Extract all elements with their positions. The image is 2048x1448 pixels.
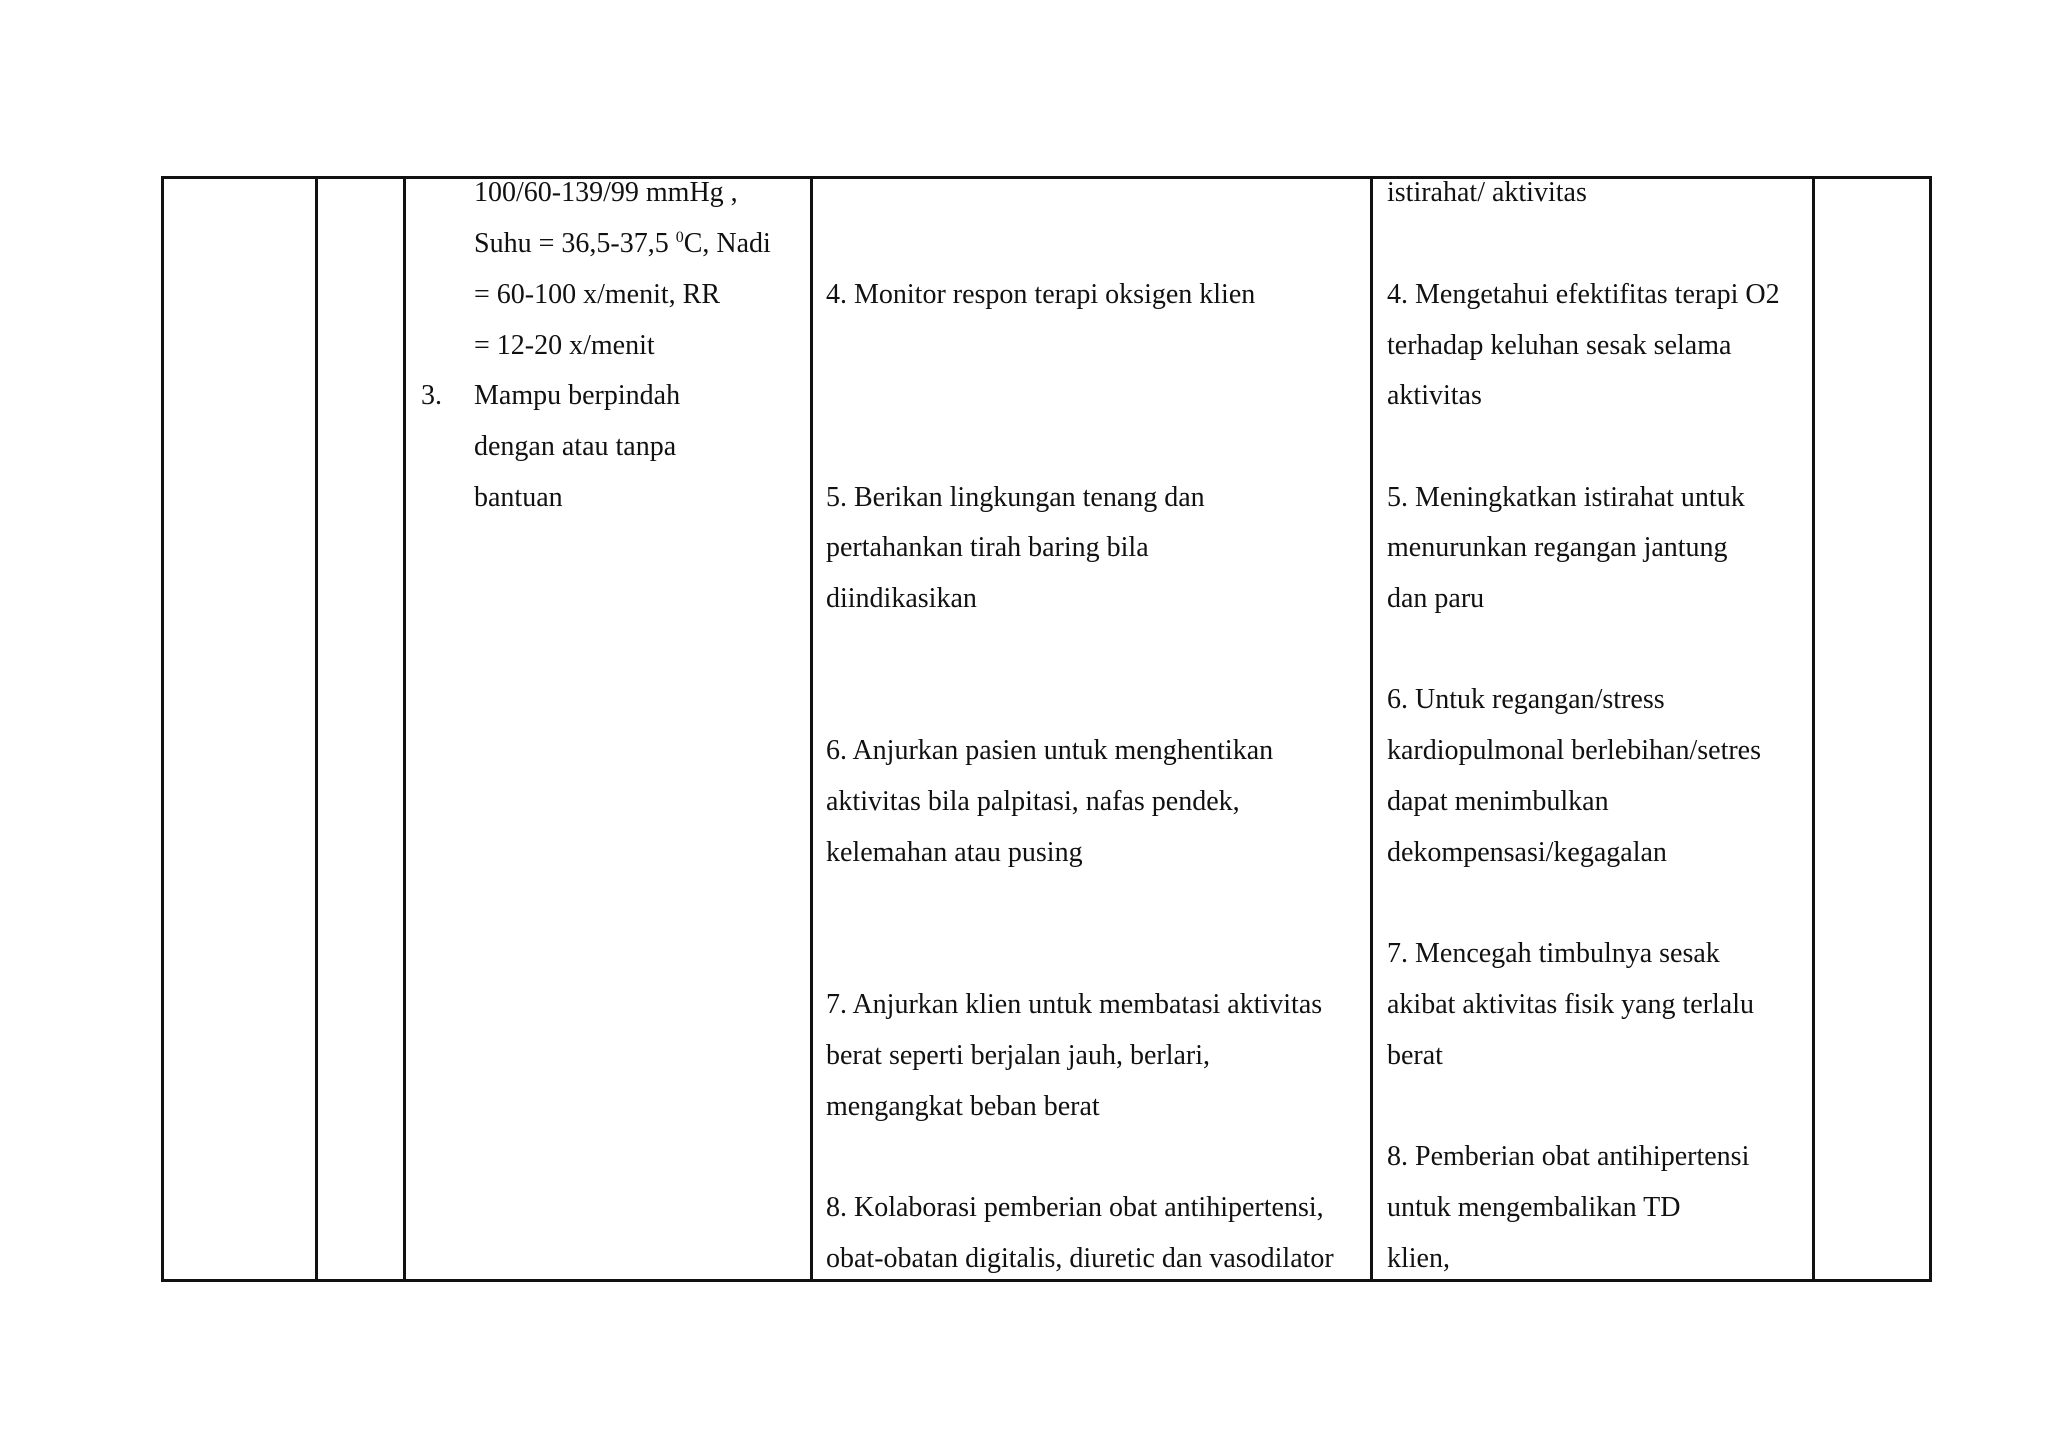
rationale-line: 7. Mencegah timbulnya sesak: [1387, 938, 1720, 969]
column-divider-1: [315, 176, 318, 1282]
rationale-line: dan paru: [1387, 583, 1485, 614]
rationale-line: klien,: [1387, 1243, 1450, 1274]
criteria-line: 100/60-139/99 mmHg ,: [474, 177, 738, 208]
intervention-line: kelemahan atau pusing: [826, 837, 1083, 868]
rationale-line: 4. Mengetahui efektifitas terapi O2: [1387, 279, 1780, 310]
intervention-line: 7. Anjurkan klien untuk membatasi aktivitas: [826, 989, 1323, 1020]
intervention-line: 4. Monitor respon terapi oksigen klien: [826, 279, 1256, 310]
criteria-line: dengan atau tanpa: [474, 431, 677, 462]
rationale-line: 8. Pemberian obat antihipertensi: [1387, 1141, 1750, 1172]
rationale-line: 6. Untuk regangan/stress: [1387, 684, 1665, 715]
column-divider-3: [810, 176, 813, 1282]
column-divider-4: [1370, 176, 1373, 1282]
criteria-item-number: 3.: [421, 380, 442, 411]
criteria-line: = 60-100 x/menit, RR: [474, 279, 721, 310]
column-divider-5: [1812, 176, 1815, 1282]
column-divider-2: [403, 176, 406, 1282]
intervention-line: aktivitas bila palpitasi, nafas pendek,: [826, 786, 1240, 817]
rationale-line: berat: [1387, 1040, 1443, 1071]
intervention-line: pertahankan tirah baring bila: [826, 532, 1149, 563]
intervention-line: mengangkat beban berat: [826, 1091, 1100, 1122]
rationale-line: kardiopulmonal berlebihan/setres: [1387, 735, 1761, 766]
rationale-line: menurunkan regangan jantung: [1387, 532, 1728, 563]
rationale-line: dapat menimbulkan: [1387, 786, 1609, 817]
criteria-text: C, Nadi: [683, 228, 771, 259]
criteria-line-suhu: [474, 229, 771, 263]
degree-superscript: 0: [675, 229, 684, 246]
intervention-line: berat seperti berjalan jauh, berlari,: [826, 1040, 1211, 1071]
intervention-line: 8. Kolaborasi pemberian obat antihipertensi,: [826, 1192, 1324, 1223]
intervention-line: 5. Berikan lingkungan tenang dan: [826, 482, 1205, 513]
criteria-line: bantuan: [474, 482, 563, 513]
rationale-line: istirahat/ aktivitas: [1387, 177, 1587, 208]
intervention-line: obat-obatan digitalis, diuretic dan vasodilator: [826, 1243, 1334, 1274]
rationale-line: aktivitas: [1387, 380, 1482, 411]
rationale-line: untuk mengembalikan TD: [1387, 1192, 1681, 1223]
criteria-line: Mampu berpindah: [474, 380, 681, 411]
rationale-line: akibat aktivitas fisik yang terlalu: [1387, 989, 1755, 1020]
intervention-line: 6. Anjurkan pasien untuk menghentikan: [826, 735, 1274, 766]
rationale-line: dekompensasi/kegagalan: [1387, 837, 1667, 868]
criteria-line: = 12-20 x/menit: [474, 330, 655, 361]
rationale-line: terhadap keluhan sesak selama: [1387, 330, 1732, 361]
criteria-text: Suhu = 36,5-37,5: [474, 228, 669, 259]
rationale-line: 5. Meningkatkan istirahat untuk: [1387, 482, 1745, 513]
intervention-line: diindikasikan: [826, 583, 977, 614]
